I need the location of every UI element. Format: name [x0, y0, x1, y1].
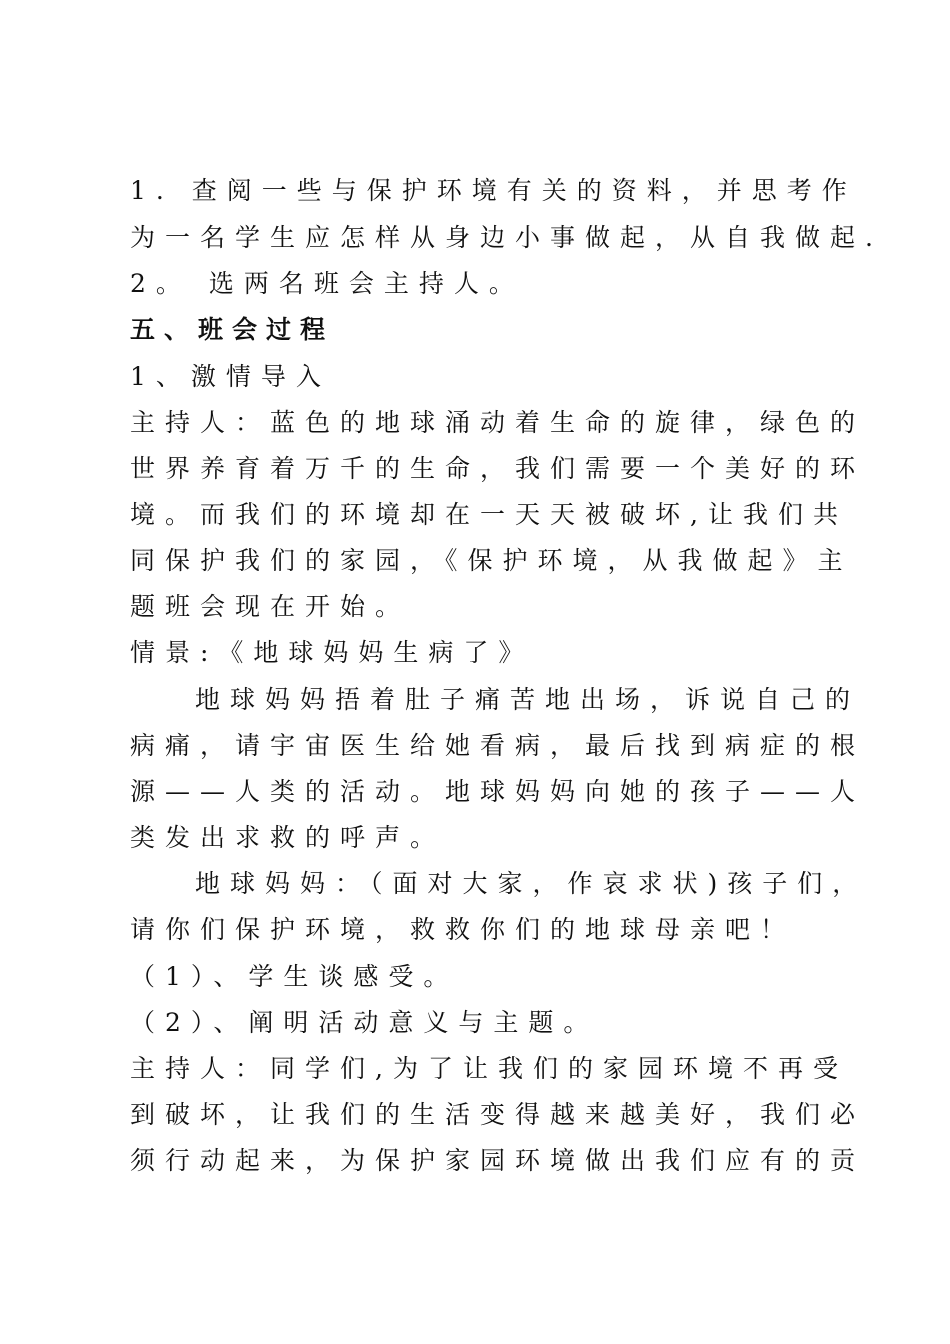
text-line: 世界养育着万千的生命，我们需要一个美好的环 — [130, 454, 866, 483]
text-line: 源——人类的活动。地球妈妈向她的孩子——人 — [130, 777, 866, 806]
text-line: 为一名学生应怎样从身边小事做起，从自我做起. — [130, 223, 883, 252]
text-line: 1. 查阅一些与保护环境有关的资料，并思考作 — [130, 176, 857, 205]
text-line: 类发出求救的呼声。 — [130, 823, 446, 852]
subsection-heading: 1、激情导入 — [130, 362, 331, 391]
text-line: 境。而我们的环境却在一天天被破坏,让我们共 — [130, 500, 848, 529]
text-line: 请你们保护环境，救救你们的地球母亲吧！ — [130, 915, 796, 944]
section-heading: 五、班会过程 — [130, 315, 335, 344]
text-line: （2）、阐明活动意义与主题。 — [130, 1008, 599, 1037]
text-line: 地球妈妈：（面对大家，作哀求状)孩子们， — [195, 869, 868, 898]
text-line: 主持人：同学们,为了让我们的家园环境不再受 — [130, 1054, 848, 1083]
text-line: 同保护我们的家园，《保护环境，从我做起》主 — [130, 546, 853, 575]
text-line: 情景:《地球妈妈生病了》 — [130, 638, 534, 667]
text-line: 须行动起来，为保护家园环境做出我们应有的贡 — [130, 1146, 866, 1175]
text-line: 地球妈妈捂着肚子痛苦地出场，诉说自己的 — [195, 685, 861, 714]
text-line: 2。 选两名班会主持人。 — [130, 269, 524, 298]
text-line: 主持人：蓝色的地球涌动着生命的旋律，绿色的 — [130, 408, 866, 437]
text-line: 到破坏，让我们的生活变得越来越美好，我们必 — [130, 1100, 866, 1129]
text-line: 病痛，请宇宙医生给她看病，最后找到病症的根 — [130, 731, 866, 760]
text-line: （1）、学生谈感受。 — [130, 962, 459, 991]
text-line: 题班会现在开始。 — [130, 592, 411, 621]
